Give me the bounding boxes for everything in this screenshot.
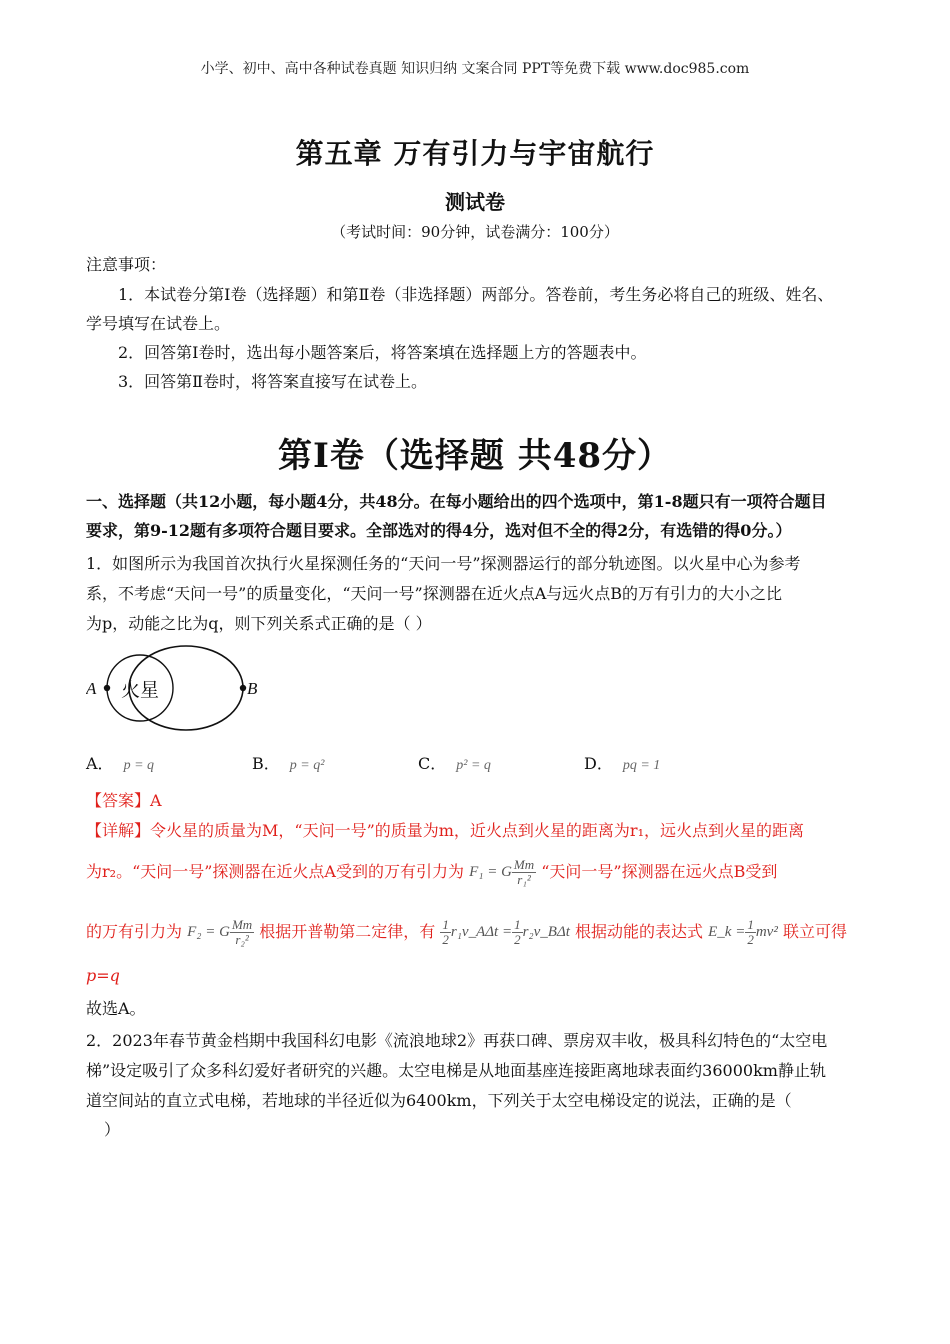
page-header: 小学、初中、高中各种试卷真题 知识归纳 文案合同 PPT等免费下载 www.doc985.com — [200, 61, 750, 77]
q1-stem-line1: 1．如图所示为我国首次执行火星探测任务的“天问一号”探测器运行的部分轨迹图。以火星中心为参考 — [86, 554, 801, 573]
point-a-dot — [104, 685, 110, 691]
section-title: 第Ⅰ卷（选择题 共48分） — [277, 436, 673, 476]
chapter-title: 第五章 万有引力与宇宙航行 — [295, 137, 655, 170]
section-instructions-line2: 要求，第9-12题有多项符合题目要求。全部选对的得4分，选对但不全的得2分，有选错的得0分。） — [86, 521, 792, 540]
q2-stem-line2: 梯”设定吸引了众多科幻爱好者研究的兴趣。太空电梯是从地面基座连接距离地球表面约36000km静止轨 — [86, 1061, 826, 1080]
q1-answer: 【答案】A — [86, 791, 162, 810]
detail-tag: 【详解】 — [86, 821, 151, 840]
point-b-dot — [240, 685, 246, 691]
q1-detail-line1: 【详解】令火星的质量为M，“天问一号”的质量为m，近火点到火星的距离为r₁，远火点到火星的距离 — [86, 821, 804, 840]
notice-heading: 注意事项： — [86, 255, 167, 274]
point-b-label: B — [247, 679, 258, 698]
q1-conclusion: 故选A。 — [86, 999, 146, 1018]
q1-option-b: B． p = q² — [252, 754, 325, 773]
formula-kepler: $\frac{1}{2}$ r₁v_AΔt = $\frac{1}{2}$ r₂v_BΔt — [442, 917, 570, 947]
formula-f1: F₁ = G $\frac{Mm}{\text{r₁²}}$ — [469, 857, 535, 887]
q1-option-d: D． pq = 1 — [584, 754, 661, 773]
q1-option-c: C． p² = q — [418, 754, 491, 773]
q1-detail-line3: 的万有引力为 F₂ = G $\frac{Mm}{\text{r₂²}}$ 根据开普勒第二定律，有 $\frac{1}{2}$ r₁v_AΔt = $\frac{1}{2}$ r₂v_BΔt 根据动能的表达式 E_k = $\frac{1}{2}$ mv² 联立可得 — [86, 917, 847, 947]
formula-f2: F₂ = G $\frac{Mm}{\text{r₂²}}$ — [187, 917, 253, 947]
exam-info: （考试时间：90分钟，试卷满分：100分） — [331, 223, 619, 241]
q2-stem-line4: ） — [104, 1120, 121, 1139]
notice-item-2: 2．回答第Ⅰ卷时，选出每小题答案后，将答案填在选择题上方的答题表中。 — [118, 343, 647, 362]
q1-option-a: A． p = q — [86, 754, 155, 773]
point-a-label: A — [86, 679, 97, 698]
q1-detail-result: p=q — [86, 966, 120, 985]
notice-item-1-cont: 学号填写在试卷上。 — [86, 314, 231, 333]
q1-stem-line3: 为p，动能之比为q，则下列关系式正确的是（ ） — [86, 614, 432, 633]
q2-stem-line1: 2．2023年春节黄金档期中我国科幻电影《流浪地球2》再获口碑、票房双丰收，极具科幻特色的“太空电 — [86, 1031, 828, 1050]
q1-detail-line2: 为r₂。“天问一号”探测器在近火点A受到的万有引力为 F₁ = G $\frac{Mm}{\text{r₁²}}$ “天问一号”探测器在远火点B受到 — [86, 857, 778, 887]
section-instructions-line1: 一、选择题（共12小题，每小题4分，共48分。在每小题给出的四个选项中，第1-8题只有一项符合题目 — [86, 492, 827, 511]
orbit-diagram — [86, 644, 266, 734]
q2-stem-line3: 道空间站的直立式电梯，若地球的半径近似为6400km，下列关于太空电梯设定的说法，正确的是（ — [86, 1091, 792, 1110]
notice-item-1: 1．本试卷分第Ⅰ卷（选择题）和第Ⅱ卷（非选择题）两部分。答卷前，考生务必将自己的班级、姓名、 — [118, 285, 834, 304]
formula-ek: E_k = $\frac{1}{2}$ mv² — [708, 917, 778, 947]
notice-item-3: 3．回答第Ⅱ卷时，将答案直接写在试卷上。 — [118, 372, 428, 391]
q1-stem-line2: 系，不考虑“天问一号”的质量变化，“天问一号”探测器在近火点A与远火点B的万有引力的大小之比 — [86, 584, 783, 603]
mars-label: 火星 — [120, 679, 160, 701]
test-subtitle: 测试卷 — [445, 190, 505, 214]
